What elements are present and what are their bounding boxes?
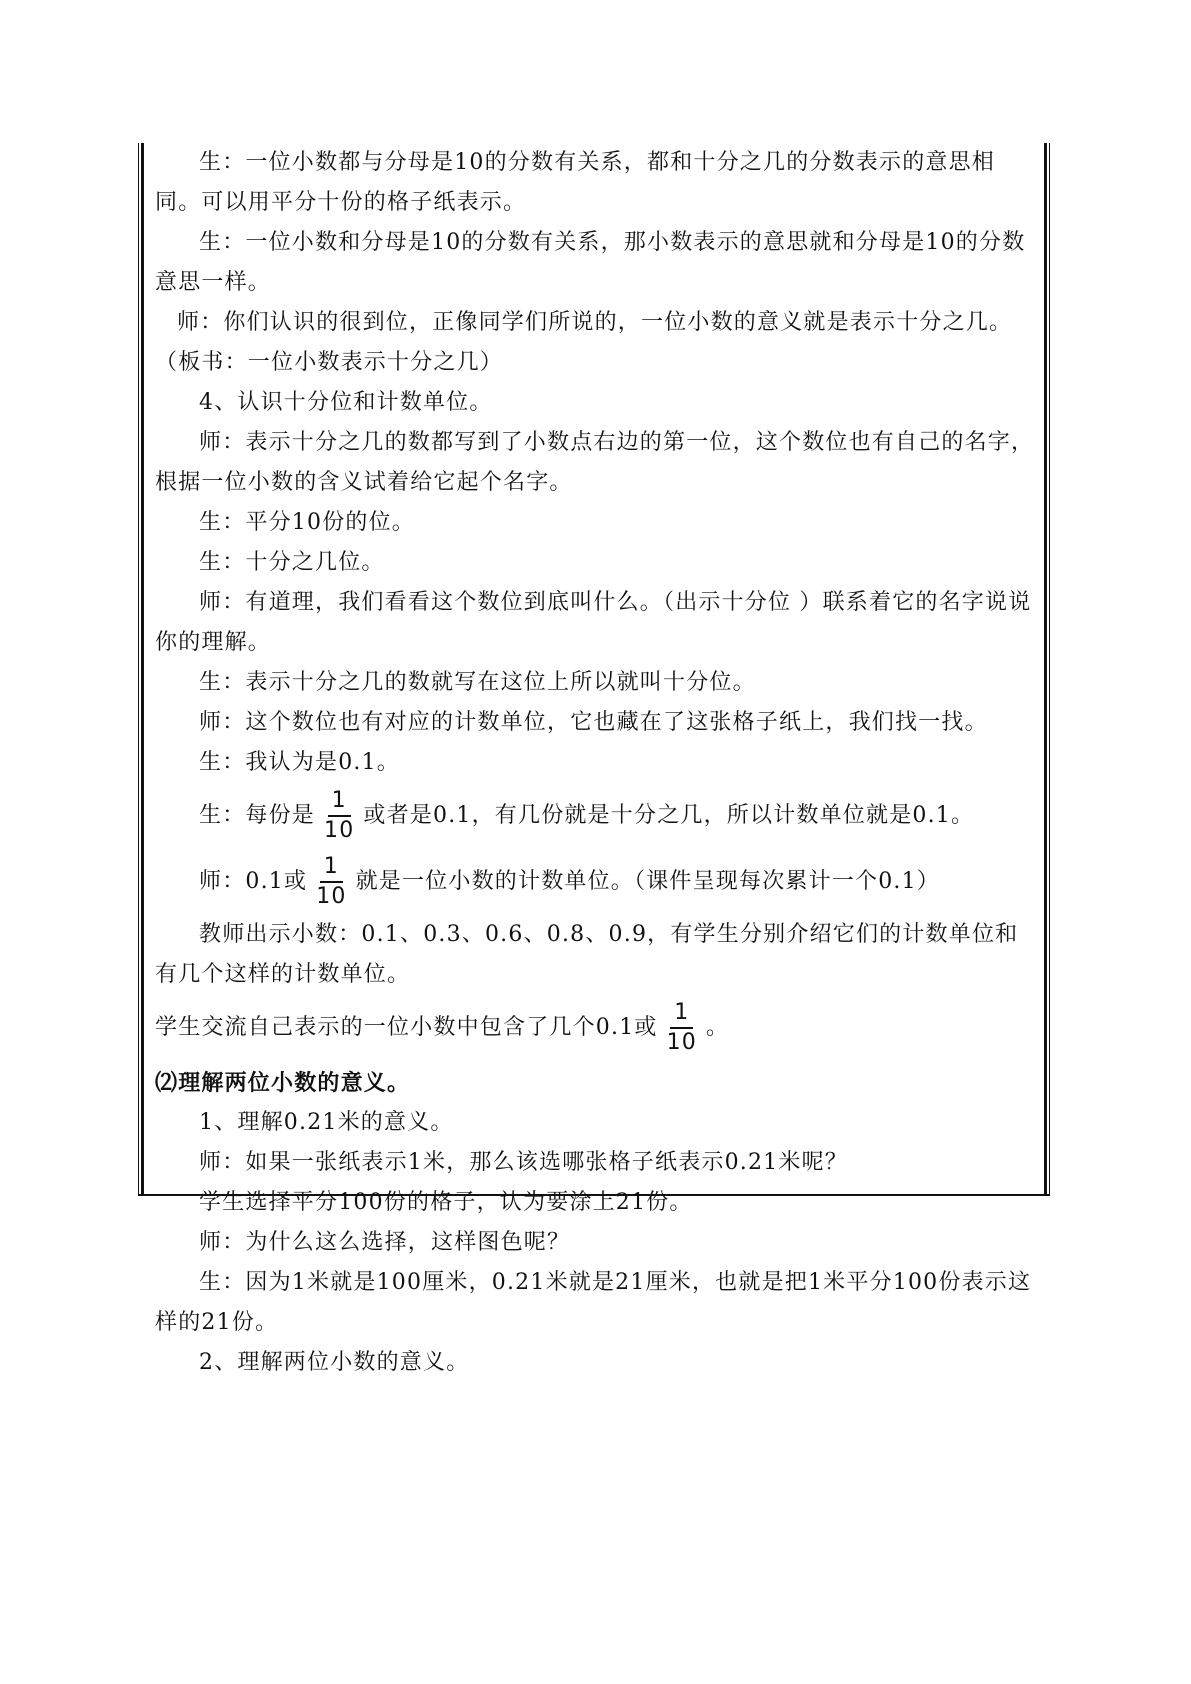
paragraph: 生：一位小数和分母是10的分数有关系，那小数表示的意思就和分母是10的分数意思一样。 (155, 230, 1026, 295)
fraction-numerator: 1 (670, 1002, 693, 1029)
table-right-border (1044, 143, 1050, 1196)
paragraph: 师：你们认识的很到位，正像同学们所说的，一位小数的意义就是表示十分之几。（板书：一位小数表示十分之几） (155, 310, 1013, 375)
paragraph: 1、理解0.21米的意义。 (199, 1110, 454, 1135)
fraction-denominator: 10 (324, 818, 355, 843)
fraction-numerator: 1 (320, 856, 343, 883)
paragraph: 生：一位小数都与分母是10的分数有关系，都和十分之几的分数表示的意思相同。可以用平分十份的格子纸表示。 (155, 150, 995, 215)
paragraph: 教师出示小数：0.1、0.3、0.6、0.8、0.9，有学生分别介绍它们的计数单位和有几个这样的计数单位。 (155, 922, 1019, 987)
fraction-text-after: 或者是0.1，有几份就是十分之几，所以计数单位就是0.1。 (363, 803, 975, 828)
fraction (663, 1002, 701, 1054)
fraction-text-before: 师：0.1或 (199, 869, 308, 894)
table-left-border (138, 143, 144, 1196)
paragraph-with-fraction (155, 849, 1035, 915)
fraction-numerator: 1 (328, 790, 351, 817)
fraction-text-before: 生：每份是 (199, 803, 316, 828)
paragraph: 师：表示十分之几的数都写到了小数点右边的第一位，这个数位也有自己的名字，根据一位小数的含义试着给它起个名字。 (155, 430, 1035, 495)
paragraph: 师：这个数位也有对应的计数单位，它也藏在了这张格子纸上，我们找一找。 (199, 710, 988, 735)
paragraph: 2、理解两位小数的意义。 (199, 1350, 470, 1375)
paragraph: 生：我认为是0.1。 (199, 750, 400, 775)
paragraph: 4、认识十分位和计数单位。 (199, 390, 493, 415)
section-heading: ⑵理解两位小数的意义。 (155, 1070, 411, 1096)
fraction-denominator: 10 (316, 884, 347, 909)
paragraph-with-fraction (155, 995, 1035, 1061)
fraction-text-before: 学生交流自己表示的一位小数中包含了几个0.1或 (155, 1015, 658, 1040)
fraction-text-after: 。 (706, 1015, 730, 1040)
fraction-denominator: 10 (666, 1030, 697, 1055)
paragraph: 生：十分之几位。 (199, 550, 385, 575)
paragraph: 生：表示十分之几的数就写在这位上所以就叫十分位。 (199, 670, 756, 695)
fraction-text-after: 就是一位小数的计数单位。（课件呈现每次累计一个0.1） (355, 869, 940, 894)
paragraph: 师：有道理，我们看看这个数位到底叫什么。（出示十分位 ）联系着它的名字说说你的理解。 (155, 590, 1032, 655)
fraction (320, 790, 358, 842)
paragraph: 师：为什么这么选择，这样图色呢？ (199, 1230, 571, 1255)
paragraph: 生：因为1米就是100厘米，0.21米就是21厘米，也就是把1米平分100份表示这样的21份。 (155, 1270, 1032, 1335)
fraction (312, 856, 350, 908)
lesson-content (155, 143, 1035, 1383)
paragraph: 师：如果一张纸表示1米，那么该选哪张格子纸表示0.21米呢？ (199, 1150, 848, 1175)
paragraph: 学生选择平分100份的格子，认为要涂上21份。 (199, 1190, 693, 1215)
paragraph: 生：平分10份的位。 (199, 510, 415, 535)
paragraph-with-fraction (155, 783, 1035, 849)
